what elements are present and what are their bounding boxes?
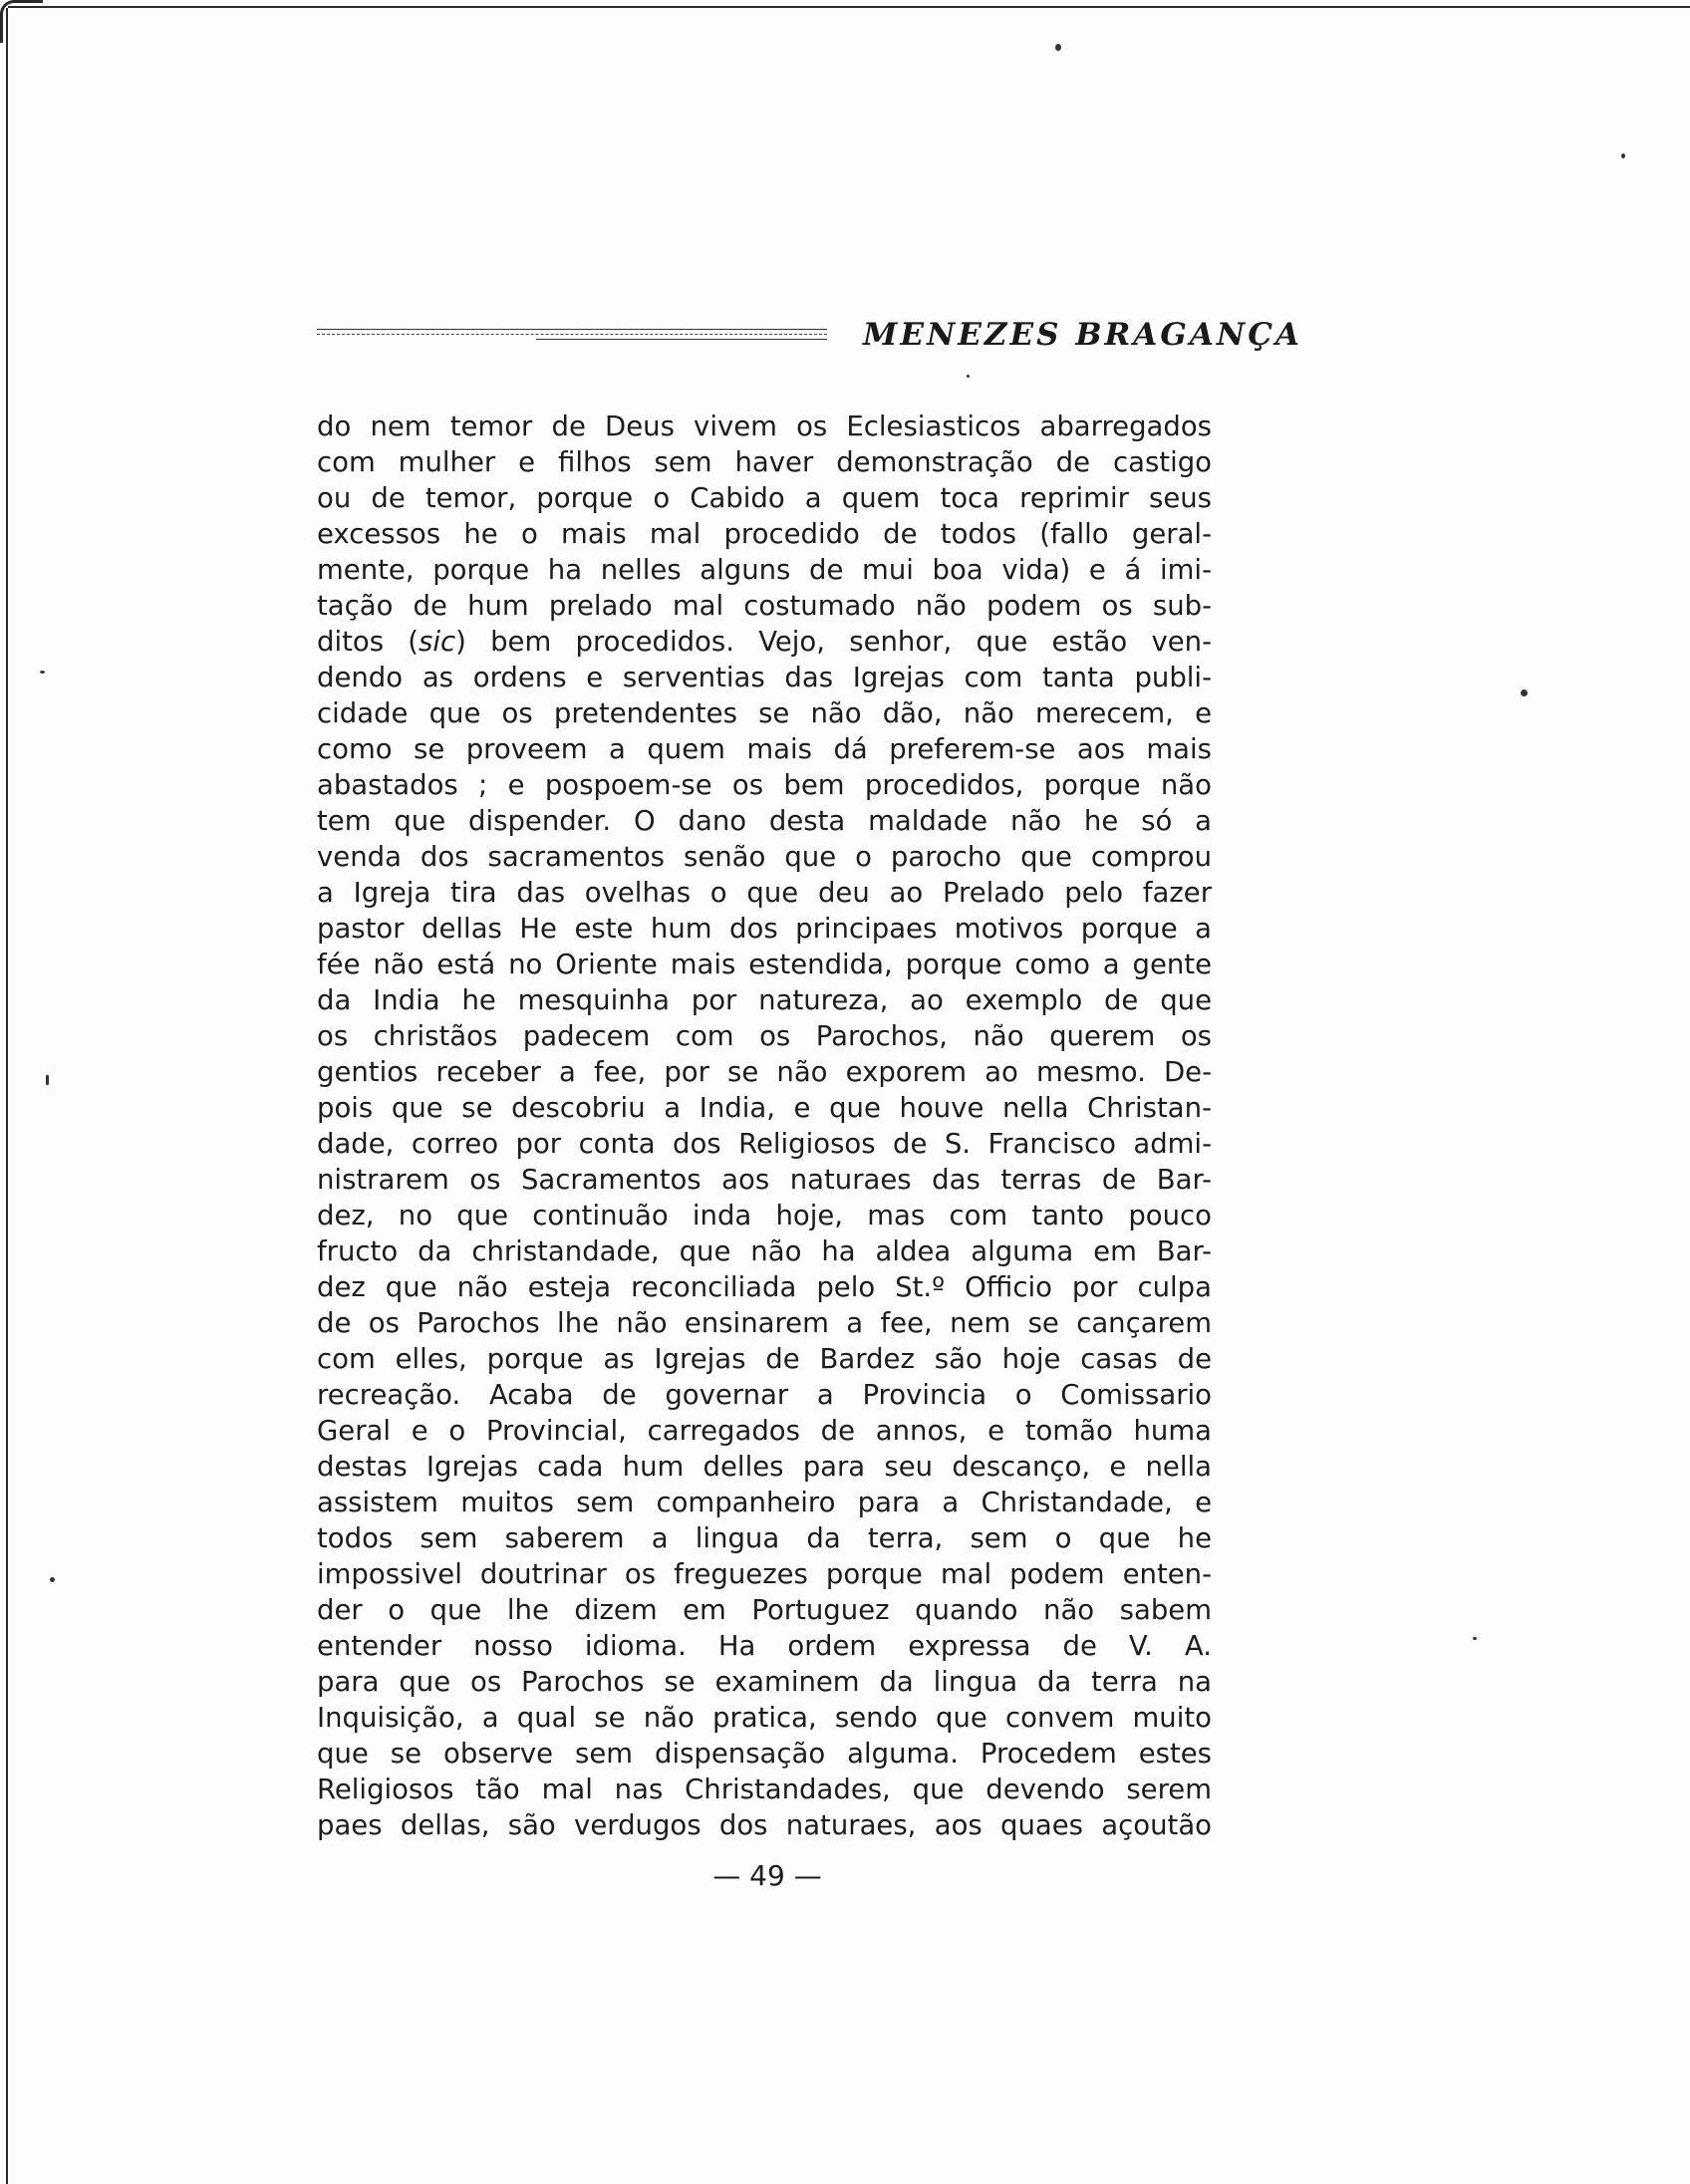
sic-emphasis: sic: [419, 626, 456, 658]
text-line: Religiosos tão mal nas Christandades, que devendo serem: [317, 1774, 1212, 1805]
text-line: assistem muitos sem companheiro para a Christandade, e: [317, 1487, 1212, 1518]
scan-speck: [46, 1075, 49, 1085]
text-line: impossivel doutrinar os freguezes porque mal podem enten-: [317, 1558, 1212, 1590]
scan-speck: [50, 1577, 55, 1582]
text-line: dez que não esteja reconciliada pelo St.º Officio por culpa: [317, 1271, 1212, 1303]
scan-speck: [1473, 1637, 1477, 1640]
text-line: os christãos padecem com os Parochos, não querem os: [317, 1020, 1212, 1052]
text-line: entender nosso idioma. Ha ordem expressa de V. A.: [317, 1630, 1212, 1662]
scan-border-top: [8, 6, 1690, 8]
scan-speck: [1621, 153, 1625, 158]
text-line: para que os Parochos se examinem da lingua da terra na: [317, 1666, 1212, 1698]
text-line: dez, no que continuão inda hoje, mas com tanto pouco: [317, 1200, 1212, 1231]
text-line: mente, porque ha nelles alguns de mui boa vida) e á imi-: [317, 554, 1212, 586]
text-line: destas Igrejas cada hum delles para seu descanço, e nella: [317, 1451, 1212, 1483]
text-line: fructo da christandade, que não ha aldea alguma em Bar-: [317, 1235, 1212, 1267]
text-line: fée não está no Oriente mais estendida, porque como a gente: [317, 949, 1212, 980]
header-title: MENEZES BRAGANÇA: [863, 317, 1302, 353]
text-line: cidade que os pretendentes se não dão, não merecem, e: [317, 697, 1212, 729]
text-line: da India he mesquinha por natureza, ao exemplo de que: [317, 984, 1212, 1016]
text-line: der o que lhe dizem em Portuguez quando não sabem: [317, 1594, 1212, 1626]
text-line: tem que dispender. O dano desta maldade não he só a: [317, 805, 1212, 837]
body-text: [317, 409, 1212, 1843]
text-line: paes dellas, são verdugos dos naturaes, aos quaes açoutão: [317, 1809, 1212, 1841]
text-line: pastor dellas He este hum dos principaes motivos porque a: [317, 913, 1212, 945]
text-line: abastados ; e pospoem-se os bem procedidos, porque não: [317, 769, 1212, 801]
scan-speck: [1521, 689, 1528, 696]
text-line: excessos he o mais mal procedido de todos (fallo geral-: [317, 518, 1212, 550]
running-header: [317, 317, 1302, 357]
text-line: dade, correo por conta dos Religiosos de S. Francisco admi-: [317, 1128, 1212, 1160]
text-line: com mulher e filhos sem haver demonstração de castigo: [317, 446, 1212, 478]
header-decorative-rules: [317, 329, 827, 341]
text-line: com elles, porque as Igrejas de Bardez são hoje casas de: [317, 1343, 1212, 1375]
text-line: como se proveem a quem mais dá preferem-se aos mais: [317, 733, 1212, 765]
text-line: do nem temor de Deus vivem os Eclesiasticos abarregados: [317, 410, 1212, 442]
page-number: — 49 —: [712, 1859, 822, 1892]
text-line: pois que se descobriu a India, e que houve nella Christan-: [317, 1092, 1212, 1124]
scan-speck: [1055, 44, 1061, 51]
scan-border-left: [6, 8, 8, 2184]
scan-speck: [967, 375, 970, 378]
text-line: que se observe sem dispensação alguma. Procedem estes: [317, 1738, 1212, 1770]
text-line: de os Parochos lhe não ensinarem a fee, nem se cançarem: [317, 1307, 1212, 1339]
text-line: ou de temor, porque o Cabido a quem toca reprimir seus: [317, 482, 1212, 514]
text-line: recreação. Acaba de governar a Provincia o Comissario: [317, 1379, 1212, 1411]
text-line: gentios receber a fee, por se não exporem ao mesmo. De-: [317, 1056, 1212, 1088]
text-line: tação de hum prelado mal costumado não podem os sub-: [317, 590, 1212, 622]
text-line: ditos (sic) bem procedidos. Vejo, senhor, que estão ven-: [317, 626, 1212, 658]
text-line: todos sem saberem a lingua da terra, sem o que he: [317, 1522, 1212, 1554]
scan-speck: [40, 671, 45, 674]
text-line: Inquisição, a qual se não pratica, sendo que convem muito: [317, 1702, 1212, 1734]
text-line: a Igreja tira das ovelhas o que deu ao Prelado pelo fazer: [317, 877, 1212, 909]
text-line: dendo as ordens e serventias das Igrejas com tanta publi-: [317, 662, 1212, 693]
text-line: Geral e o Provincial, carregados de annos, e tomão huma: [317, 1415, 1212, 1447]
text-line: venda dos sacramentos senão que o parocho que comprou: [317, 841, 1212, 873]
text-line: nistrarem os Sacramentos aos naturaes das terras de Bar-: [317, 1164, 1212, 1196]
